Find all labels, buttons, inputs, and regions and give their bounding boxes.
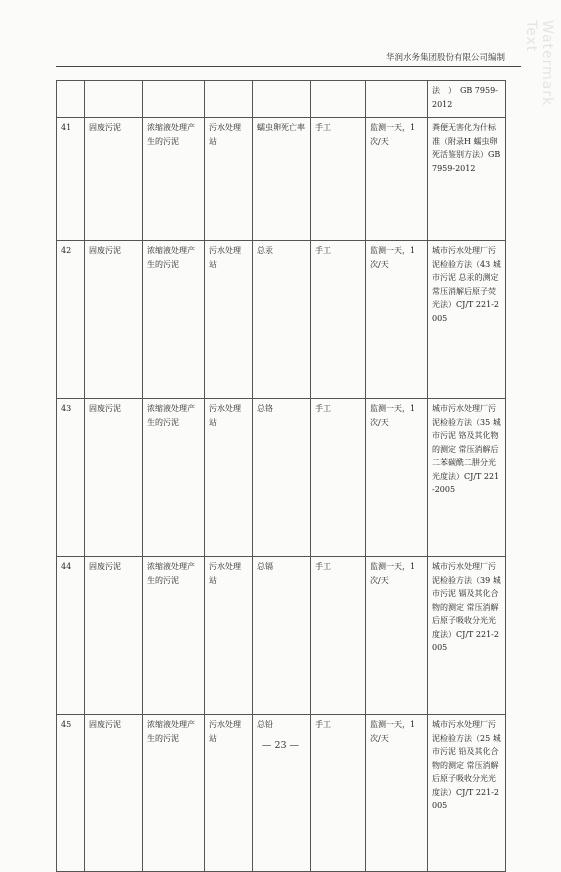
cell-source: 浓缩液处理产生的污泥: [143, 241, 205, 399]
cell-item: 总汞: [253, 241, 311, 399]
cell-source: 浓缩液处理产生的污泥: [143, 399, 205, 557]
cell-source: 浓缩液处理产生的污泥: [143, 118, 205, 241]
cell-frequency: 监测一天，1次/天: [366, 715, 428, 872]
cell-standard: 法 ） GB 7959-2012: [428, 81, 506, 118]
cell-location: 污水处理站: [205, 715, 253, 872]
header-rule: [56, 66, 521, 67]
cell-location: 污水处理站: [205, 557, 253, 715]
cell-frequency: 监测一天，1次/天: [366, 241, 428, 399]
cell-method: 手工: [311, 118, 366, 241]
cell-category: 固废污泥: [85, 241, 143, 399]
cell-item: 总镉: [253, 557, 311, 715]
cell-item: [253, 81, 311, 118]
cell-item: 蠕虫卵死亡率: [253, 118, 311, 241]
table-row-continuation: [57, 81, 506, 118]
table-row: [57, 241, 506, 399]
cell-item: 总铬: [253, 399, 311, 557]
cell-frequency: 监测一天，1次/天: [366, 118, 428, 241]
table-row: [57, 557, 506, 715]
cell-location: [205, 81, 253, 118]
cell-method: 手工: [311, 399, 366, 557]
cell-frequency: 监测一天，1次/天: [366, 557, 428, 715]
cell-no: 41: [57, 118, 85, 241]
monitoring-table: [56, 80, 506, 872]
table-row: [57, 715, 506, 872]
table-row: [57, 399, 506, 557]
cell-no: 42: [57, 241, 85, 399]
cell-no: 45: [57, 715, 85, 872]
cell-source: 浓缩液处理产生的污泥: [143, 715, 205, 872]
cell-standard: 城市污水处理厂污泥检验方法（35 城市污泥 铬及其化物的测定 常压消解后二苯碳酰二肼分光光度法）CJ/T 221-2005: [428, 399, 506, 557]
cell-method: 手工: [311, 557, 366, 715]
cell-category: 固废污泥: [85, 557, 143, 715]
cell-category: 固废污泥: [85, 118, 143, 241]
cell-standard: 城市污水处理厂污泥检验方法（39 城市污泥 镉及其化合物的测定 常压消解后原子吸收分光光度法）CJ/T 221-2005: [428, 557, 506, 715]
cell-no: 43: [57, 399, 85, 557]
cell-method: 手工: [311, 715, 366, 872]
cell-source: 浓缩液处理产生的污泥: [143, 557, 205, 715]
cell-frequency: 监测一天，1次/天: [366, 399, 428, 557]
cell-frequency: [366, 81, 428, 118]
cell-location: 污水处理站: [205, 241, 253, 399]
page-number: — 23 —: [261, 740, 300, 751]
cell-no: [57, 81, 85, 118]
cell-standard: 粪便无害化为什标准（附录H 蠕虫卵死活鉴别方法）GB7959-2012: [428, 118, 506, 241]
cell-source: [143, 81, 205, 118]
cell-item: 总铅: [253, 715, 311, 872]
cell-category: 固废污泥: [85, 715, 143, 872]
cell-standard: 城市污水处理厂污泥检验方法（25 城市污泥 铅及其化合物的测定 常压消解后原子吸收分光光度法）CJ/T 221-2005: [428, 715, 506, 872]
cell-method: [311, 81, 366, 118]
cell-location: 污水处理站: [205, 118, 253, 241]
cell-category: [85, 81, 143, 118]
cell-standard: 城市污水处理厂污泥检验方法（43 城市污泥 总汞的测定 常压消解后原子荧光法）CJ/T 221-2005: [428, 241, 506, 399]
table-row: [57, 118, 506, 241]
cell-no: 44: [57, 557, 85, 715]
cell-location: 污水处理站: [205, 399, 253, 557]
header-company: 华润水务集团股份有限公司编制: [385, 53, 505, 63]
cell-category: 固废污泥: [85, 399, 143, 557]
watermark: Watermark Text: [523, 20, 555, 107]
cell-method: 手工: [311, 241, 366, 399]
